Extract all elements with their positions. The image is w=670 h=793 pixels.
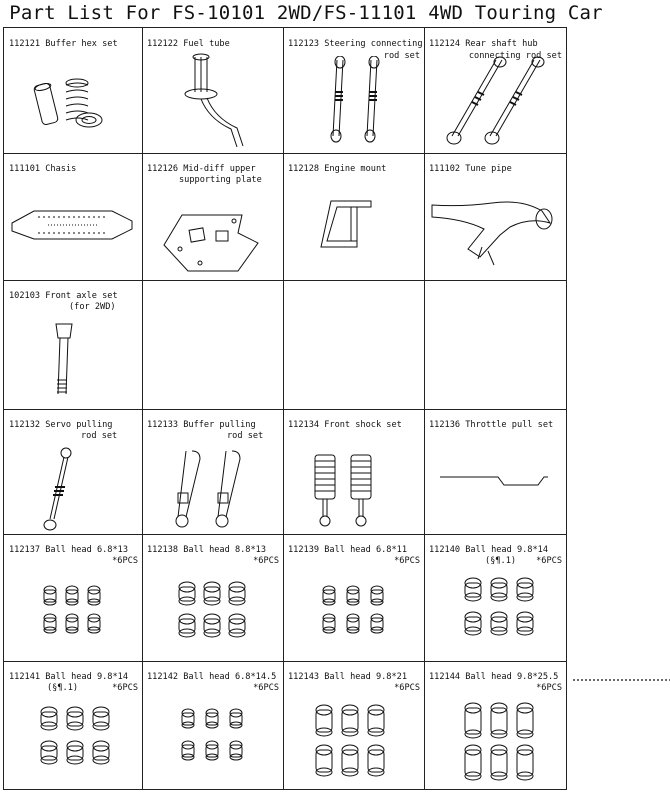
quantity-label: *6PCS xyxy=(394,683,420,693)
engine-mount-illustration xyxy=(311,197,391,257)
quantity-label: *6PCS xyxy=(253,556,279,566)
part-label: 112132 Servo pulling xyxy=(9,420,113,430)
part-cell xyxy=(424,534,566,661)
part-label: 112123 Steering connecting xyxy=(288,39,423,49)
quantity-label: *6PCS xyxy=(536,683,562,693)
steering-rod-set-illustration xyxy=(323,56,393,144)
part-cell xyxy=(424,661,566,789)
buffer-pulling-rod-illustration xyxy=(162,447,262,531)
part-label: 112142 Ball head 6.8*14.5 xyxy=(147,672,277,682)
part-cell xyxy=(283,409,424,534)
part-label: 112139 Ball head 6.8*11 xyxy=(288,545,407,555)
ball-head-set-illustration xyxy=(460,576,540,646)
ball-head-set-illustration xyxy=(40,584,108,640)
part-cell xyxy=(4,28,142,153)
part-label: 112140 Ball head 9.8*14 xyxy=(429,545,548,555)
part-label: 112144 Ball head 9.8*25.5 xyxy=(429,672,559,682)
part-subline xyxy=(429,556,562,566)
quantity-label: *6PCS xyxy=(112,683,138,693)
part-label: 112126 Mid-diff upper xyxy=(147,164,256,174)
part-cell xyxy=(142,661,283,789)
fuel-tube-illustration xyxy=(177,52,257,152)
part-cell xyxy=(4,661,142,789)
part-label-continued: rod set xyxy=(227,431,264,441)
part-label: 112141 Ball head 9.8*14 xyxy=(9,672,128,682)
dotted-leader-line xyxy=(572,679,670,681)
part-label: 112134 Front shock set xyxy=(288,420,402,430)
ball-head-set-illustration xyxy=(176,707,248,771)
part-subline xyxy=(9,683,138,693)
part-cell xyxy=(4,280,142,409)
part-label: 102103 Front axle set xyxy=(9,291,118,301)
part-cell xyxy=(424,28,566,153)
front-shock-set-illustration xyxy=(307,449,397,529)
ball-head-set-illustration xyxy=(317,584,389,644)
part-label: 112138 Ball head 8.8*13 xyxy=(147,545,266,555)
part-cell xyxy=(142,409,283,534)
buffer-hex-set-illustration xyxy=(26,70,126,135)
part-label-continued: rod set xyxy=(81,431,118,441)
part-label: 112143 Ball head 9.8*21 xyxy=(288,672,407,682)
quantity-label: *6PCS xyxy=(112,556,138,566)
empty-cell xyxy=(142,280,283,409)
part-cell xyxy=(283,661,424,789)
part-label-continued: (for 2WD) xyxy=(69,302,116,312)
part-label-continued: supporting plate xyxy=(179,175,262,185)
part-label: 112137 Ball head 6.8*13 xyxy=(9,545,128,555)
part-cell xyxy=(4,153,142,280)
part-label: 112136 Throttle pull set xyxy=(429,420,554,430)
quantity-label: *6PCS xyxy=(536,556,562,566)
page-title: Part List For FS-10101 2WD/FS-11101 4WD Touring Car xyxy=(9,2,603,24)
part-label: 112133 Buffer pulling xyxy=(147,420,256,430)
ball-head-set-illustration xyxy=(176,580,252,644)
part-cell xyxy=(142,534,283,661)
ball-head-set-illustration xyxy=(313,703,393,783)
quantity-label: *6PCS xyxy=(253,683,279,693)
part-sub-label: (§¶.1) xyxy=(485,556,517,566)
mid-diff-plate-illustration xyxy=(160,205,265,275)
part-cell xyxy=(4,409,142,534)
part-cell xyxy=(283,534,424,661)
part-cell xyxy=(424,409,566,534)
part-cell xyxy=(4,534,142,661)
part-cell xyxy=(142,28,283,153)
part-label: 112122 Fuel tube xyxy=(147,39,230,49)
part-label-continued: rod set xyxy=(383,51,420,61)
part-cell xyxy=(142,153,283,280)
chassis-illustration xyxy=(8,205,136,245)
part-label: 112128 Engine mount xyxy=(288,164,387,174)
part-label: 112121 Buffer hex set xyxy=(9,39,118,49)
ball-head-set-illustration xyxy=(462,701,544,785)
part-cell xyxy=(283,153,424,280)
throttle-pull-illustration xyxy=(436,463,556,493)
part-label: 112124 Rear shaft hub xyxy=(429,39,538,49)
part-label-continued: connecting rod set xyxy=(468,51,562,61)
quantity-label: *6PCS xyxy=(394,556,420,566)
ball-head-set-illustration xyxy=(36,705,116,777)
part-label: 111102 Tune pipe xyxy=(429,164,512,174)
part-cell xyxy=(283,28,424,153)
parts-grid xyxy=(3,27,567,790)
part-label: 111101 Chasis xyxy=(9,164,77,174)
empty-cell xyxy=(424,280,566,409)
tune-pipe-illustration xyxy=(428,191,558,277)
front-axle-illustration xyxy=(44,320,84,405)
servo-pulling-rod-illustration xyxy=(38,447,82,531)
part-sub-label: (§¶.1) xyxy=(47,683,79,693)
rear-shaft-rod-set-illustration xyxy=(434,56,554,148)
part-cell xyxy=(424,153,566,280)
empty-cell xyxy=(283,280,424,409)
